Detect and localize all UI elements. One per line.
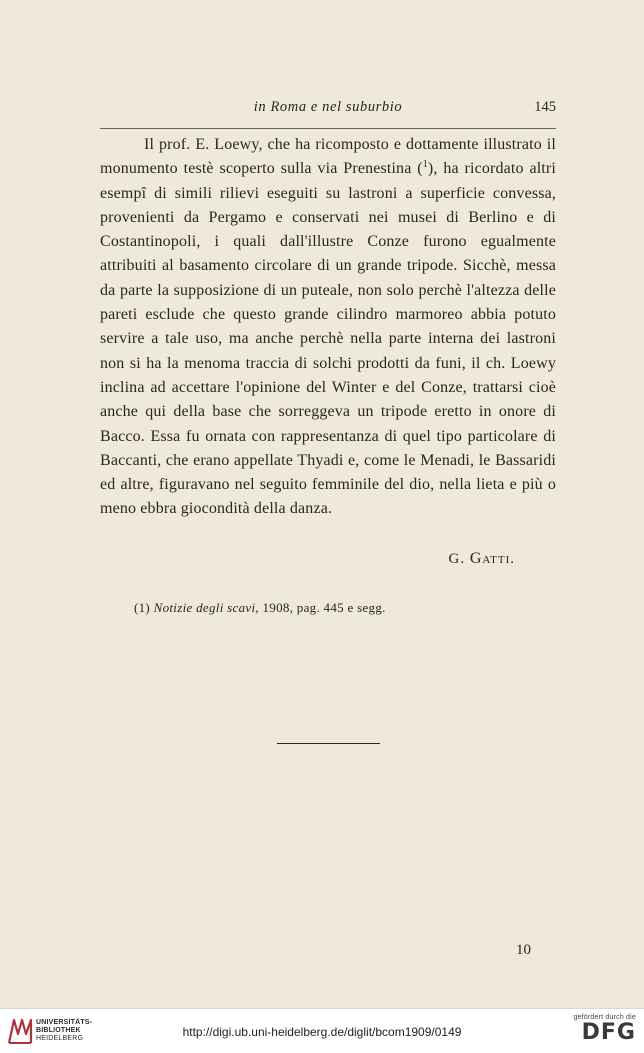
- dfg-logo: DFG: [581, 1020, 636, 1045]
- running-head: [100, 99, 556, 121]
- running-title: in Roma e nel suburbio: [253, 99, 403, 115]
- footnote: [134, 600, 554, 616]
- library-name-line2: BIBLIOTHEK: [36, 1027, 81, 1034]
- author-signature: [300, 550, 515, 568]
- footer-bar: [0, 1008, 644, 1053]
- library-name-line3: HEIDELBERG: [36, 1035, 84, 1042]
- body-text-part1: Il prof. E. Loewy, che ha ricomposto e dottamente illustrato il monumento testè scoperto sulla via Prenestina (: [100, 136, 556, 178]
- end-rule: [277, 743, 380, 744]
- dfg-caption: gefördert durch die: [573, 1014, 636, 1021]
- header-rule: [100, 128, 556, 129]
- dfg-sponsor[interactable]: [566, 1014, 636, 1045]
- footnote-source-title: Notizie degli scavi,: [153, 600, 259, 615]
- footnote-marker: (1): [134, 600, 151, 615]
- page-number: 145: [534, 99, 556, 115]
- permalink-url[interactable]: http://digi.ub.uni-heidelberg.de/diglit/bcom1909/0149: [182, 1025, 462, 1039]
- library-name-line1: UNIVERSITÄTS-: [36, 1019, 93, 1026]
- signature-surname-rest: atti.: [482, 551, 515, 567]
- signature-initial: G.: [448, 551, 466, 567]
- signature-mark: 10: [516, 942, 531, 958]
- footnote-reference[interactable]: 1: [422, 159, 428, 171]
- footnote-citation: 1908, pag. 445 e segg.: [258, 600, 386, 615]
- body-paragraph: [100, 133, 556, 522]
- body-text-part2: ), ha ricordato altri esempî di simili rilievi eseguiti su lastroni a superficie convessa, provenienti da Pergamo e conservati nei musei di Berlino e di Costantinopoli, i quali dall'illustre Conze furono egualmente attribuiti al basamento circolare di un grande tripode. Sicchè, messa da parte la supposizione di un puteale, non solo perchè l'altezza delle pareti esclude che questo grande cilindro marmoreo abbia potuto servire a tale uso, ma anche perchè nella parte interna dei lastroni non si ha la menoma traccia di solchi prodotti da funi, il ch. Loewy inclina ad accettare l'opinione del Winter e del Conze, trattarsi cioè anche qui della base che sorreggeva un tripode eretto in onore di Bacco. Essa fu ornata con rappresentanza di quel tipo particolare di Baccanti, che erano appellate Thyadi e, come le Menadi, le Bassaridi ed altre, figuravano nel seguito femminile del dio, nella lieta e più o meno ebbra giocondità della danza.: [100, 160, 556, 518]
- signature-surname-first: G: [469, 550, 483, 567]
